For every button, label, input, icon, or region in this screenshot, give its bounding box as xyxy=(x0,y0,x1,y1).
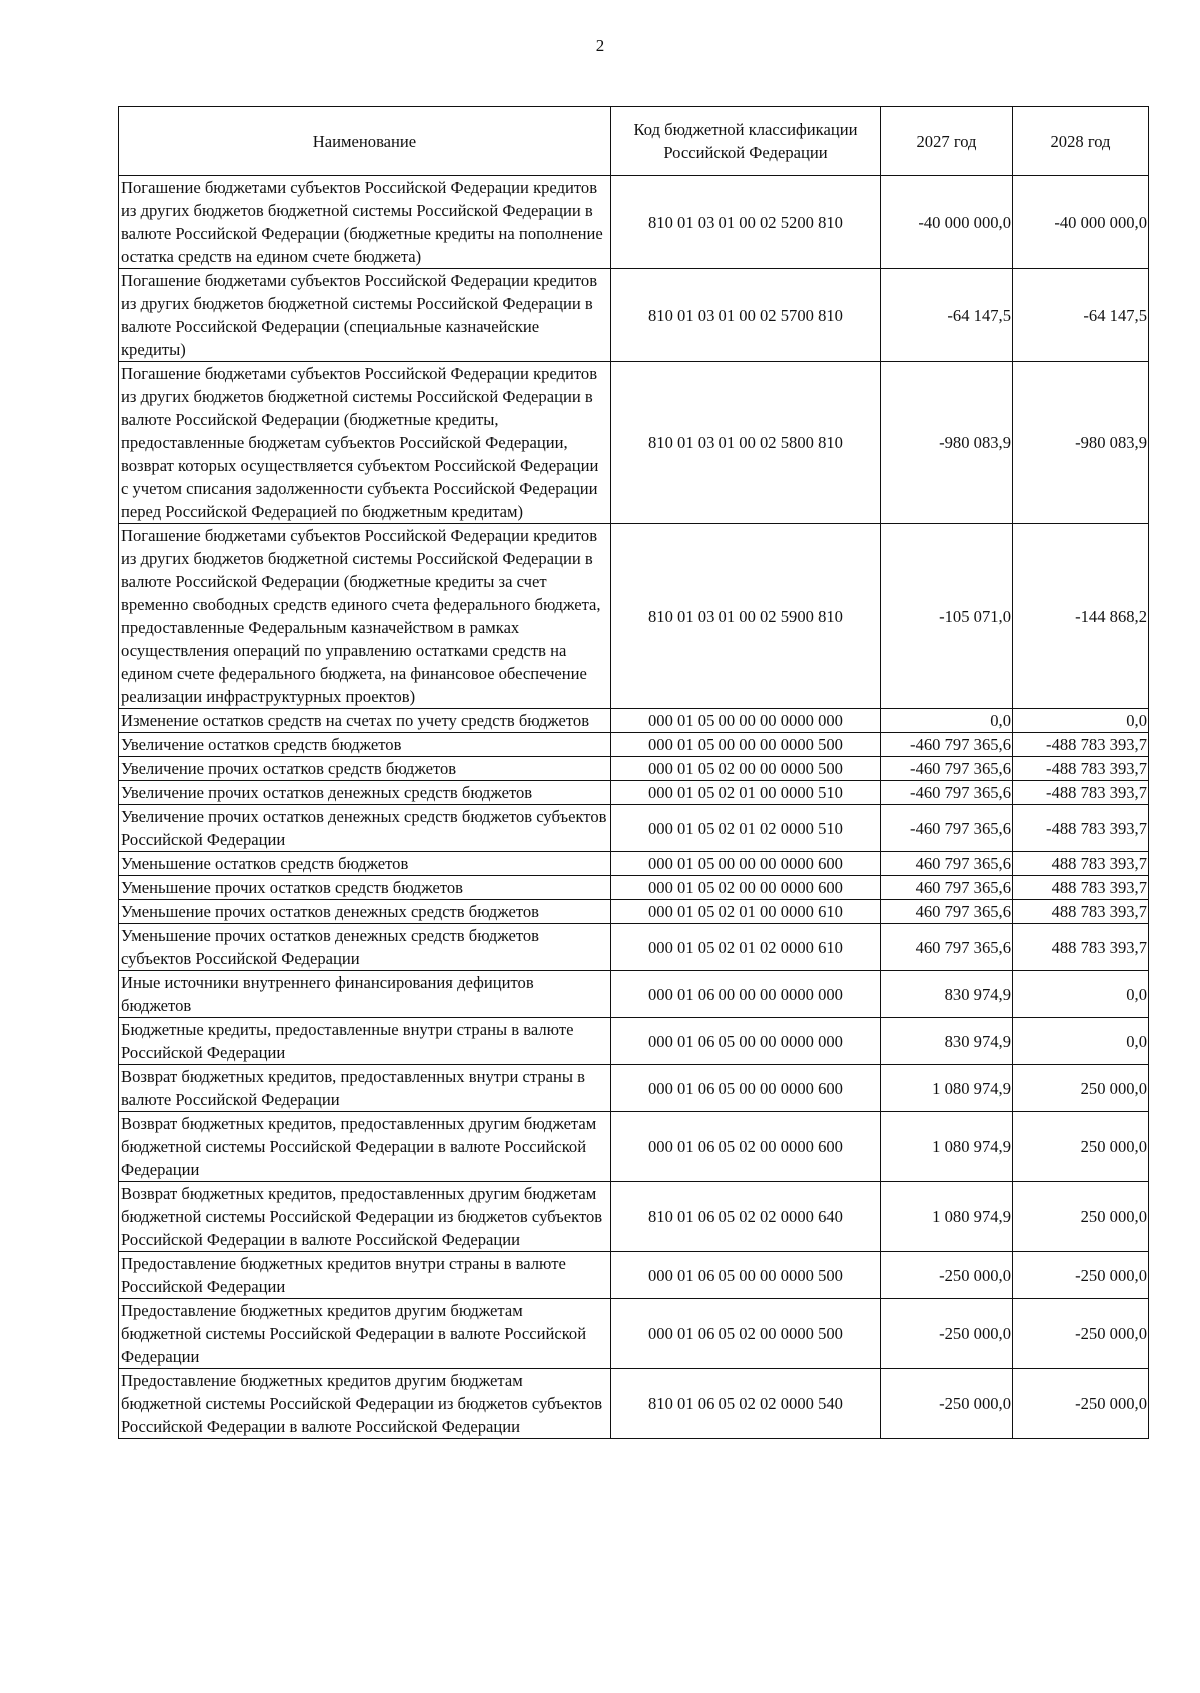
row-value-2028-cell: 250 000,0 xyxy=(1013,1065,1149,1112)
row-code-cell: 000 01 05 02 00 00 0000 600 xyxy=(611,876,881,900)
row-code-cell: 000 01 06 05 00 00 0000 000 xyxy=(611,1018,881,1065)
row-value-2028-cell: -250 000,0 xyxy=(1013,1252,1149,1299)
row-value-2027-cell: -64 147,5 xyxy=(881,269,1013,362)
row-code-cell: 810 01 06 05 02 02 0000 540 xyxy=(611,1369,881,1439)
row-name-cell: Возврат бюджетных кредитов, предоставленных внутри страны в валюте Российской Федерации xyxy=(119,1065,611,1112)
table-row xyxy=(119,757,1149,781)
table-row xyxy=(119,924,1149,971)
row-value-2027-cell: 1 080 974,9 xyxy=(881,1182,1013,1252)
page-number: 2 xyxy=(595,36,605,55)
row-value-2028-cell: -144 868,2 xyxy=(1013,524,1149,709)
header-name: Наименование xyxy=(119,107,611,176)
row-value-2027-cell: -250 000,0 xyxy=(881,1252,1013,1299)
table-row xyxy=(119,900,1149,924)
row-value-2027-cell: -460 797 365,6 xyxy=(881,733,1013,757)
row-name-cell: Предоставление бюджетных кредитов другим бюджетам бюджетной системы Российской Федерации из бюджетов субъектов Российской Федерации в валюте Российской Федерации xyxy=(119,1369,611,1439)
row-name-cell: Бюджетные кредиты, предоставленные внутри страны в валюте Российской Федерации xyxy=(119,1018,611,1065)
row-name-cell: Уменьшение остатков средств бюджетов xyxy=(119,852,611,876)
row-value-2028-cell: -250 000,0 xyxy=(1013,1299,1149,1369)
row-code-cell: 810 01 03 01 00 02 5800 810 xyxy=(611,362,881,524)
row-code-cell: 810 01 03 01 00 02 5200 810 xyxy=(611,176,881,269)
row-value-2028-cell: -488 783 393,7 xyxy=(1013,733,1149,757)
row-value-2027-cell: -460 797 365,6 xyxy=(881,805,1013,852)
row-value-2027-cell: -460 797 365,6 xyxy=(881,781,1013,805)
row-name-cell: Возврат бюджетных кредитов, предоставленных другим бюджетам бюджетной системы Российской Федерации из бюджетов субъектов Российской Федерации в валюте Российской Федерации xyxy=(119,1182,611,1252)
row-value-2028-cell: 0,0 xyxy=(1013,709,1149,733)
row-value-2028-cell: -40 000 000,0 xyxy=(1013,176,1149,269)
row-name-cell: Изменение остатков средств на счетах по учету средств бюджетов xyxy=(119,709,611,733)
row-value-2027-cell: 1 080 974,9 xyxy=(881,1065,1013,1112)
row-value-2028-cell: 0,0 xyxy=(1013,1018,1149,1065)
row-value-2027-cell: 830 974,9 xyxy=(881,1018,1013,1065)
row-code-cell: 000 01 05 02 01 02 0000 510 xyxy=(611,805,881,852)
row-value-2028-cell: 488 783 393,7 xyxy=(1013,900,1149,924)
table-row xyxy=(119,876,1149,900)
row-value-2027-cell: -980 083,9 xyxy=(881,362,1013,524)
budget-sources-table xyxy=(118,106,1149,1439)
table-row xyxy=(119,733,1149,757)
row-name-cell: Увеличение прочих остатков денежных средств бюджетов xyxy=(119,781,611,805)
row-value-2028-cell: 488 783 393,7 xyxy=(1013,852,1149,876)
header-year-2027: 2027 год xyxy=(881,107,1013,176)
row-code-cell: 000 01 05 02 01 00 0000 510 xyxy=(611,781,881,805)
row-code-cell: 000 01 05 00 00 00 0000 000 xyxy=(611,709,881,733)
table-row xyxy=(119,269,1149,362)
row-value-2028-cell: -488 783 393,7 xyxy=(1013,781,1149,805)
row-name-cell: Погашение бюджетами субъектов Российской Федерации кредитов из других бюджетов бюджетной системы Российской Федерации в валюте Российской Федерации (бюджетные кредиты, предоставленные бюджетам субъектов Российской Федерации, возврат которых осуществляется субъектом Российской Федерации с учетом списания задолженности субъекта Российской Федерации перед Российской Федерацией по бюджетным кредитам) xyxy=(119,362,611,524)
row-value-2027-cell: 1 080 974,9 xyxy=(881,1112,1013,1182)
row-value-2028-cell: -250 000,0 xyxy=(1013,1369,1149,1439)
row-value-2027-cell: 460 797 365,6 xyxy=(881,852,1013,876)
row-value-2027-cell: 460 797 365,6 xyxy=(881,876,1013,900)
row-value-2027-cell: -40 000 000,0 xyxy=(881,176,1013,269)
row-value-2028-cell: 488 783 393,7 xyxy=(1013,924,1149,971)
row-name-cell: Погашение бюджетами субъектов Российской Федерации кредитов из других бюджетов бюджетной системы Российской Федерации в валюте Российской Федерации (бюджетные кредиты за счет временно свободных средств единого счета федерального бюджета, предоставленные Федеральным казначейством в рамках осуществления операций по управлению остатками средств на едином счете федерального бюджета, на финансовое обеспечение реализации инфраструктурных проектов) xyxy=(119,524,611,709)
header-code: Код бюджетной классификации Российской Федерации xyxy=(611,107,881,176)
row-name-cell: Увеличение прочих остатков средств бюджетов xyxy=(119,757,611,781)
row-value-2028-cell: -980 083,9 xyxy=(1013,362,1149,524)
row-name-cell: Погашение бюджетами субъектов Российской Федерации кредитов из других бюджетов бюджетной системы Российской Федерации в валюте Российской Федерации (бюджетные кредиты на пополнение остатка средств на едином счете бюджета) xyxy=(119,176,611,269)
row-name-cell: Уменьшение прочих остатков денежных средств бюджетов xyxy=(119,900,611,924)
row-code-cell: 810 01 06 05 02 02 0000 640 xyxy=(611,1182,881,1252)
row-name-cell: Иные источники внутреннего финансирования дефицитов бюджетов xyxy=(119,971,611,1018)
row-value-2028-cell: 488 783 393,7 xyxy=(1013,876,1149,900)
row-value-2027-cell: 0,0 xyxy=(881,709,1013,733)
row-value-2028-cell: -64 147,5 xyxy=(1013,269,1149,362)
row-code-cell: 000 01 05 02 01 02 0000 610 xyxy=(611,924,881,971)
row-value-2027-cell: -460 797 365,6 xyxy=(881,757,1013,781)
row-code-cell: 000 01 06 05 02 00 0000 500 xyxy=(611,1299,881,1369)
row-code-cell: 000 01 06 05 00 00 0000 600 xyxy=(611,1065,881,1112)
table-row xyxy=(119,1018,1149,1065)
row-name-cell: Предоставление бюджетных кредитов другим бюджетам бюджетной системы Российской Федерации в валюте Российской Федерации xyxy=(119,1299,611,1369)
table-row xyxy=(119,1065,1149,1112)
table-row xyxy=(119,852,1149,876)
row-code-cell: 000 01 05 02 00 00 0000 500 xyxy=(611,757,881,781)
row-value-2028-cell: -488 783 393,7 xyxy=(1013,757,1149,781)
row-name-cell: Предоставление бюджетных кредитов внутри страны в валюте Российской Федерации xyxy=(119,1252,611,1299)
table-row xyxy=(119,971,1149,1018)
row-code-cell: 000 01 05 02 01 00 0000 610 xyxy=(611,900,881,924)
row-code-cell: 000 01 06 00 00 00 0000 000 xyxy=(611,971,881,1018)
row-value-2027-cell: 460 797 365,6 xyxy=(881,900,1013,924)
row-name-cell: Уменьшение прочих остатков средств бюджетов xyxy=(119,876,611,900)
row-value-2027-cell: -250 000,0 xyxy=(881,1299,1013,1369)
table-row xyxy=(119,1299,1149,1369)
table-row xyxy=(119,1182,1149,1252)
row-name-cell: Возврат бюджетных кредитов, предоставленных другим бюджетам бюджетной системы Российской Федерации в валюте Российской Федерации xyxy=(119,1112,611,1182)
row-code-cell: 000 01 05 00 00 00 0000 500 xyxy=(611,733,881,757)
row-value-2028-cell: 250 000,0 xyxy=(1013,1112,1149,1182)
table-body xyxy=(119,176,1149,1439)
row-name-cell: Уменьшение прочих остатков денежных средств бюджетов субъектов Российской Федерации xyxy=(119,924,611,971)
table-row xyxy=(119,1112,1149,1182)
row-value-2028-cell: 0,0 xyxy=(1013,971,1149,1018)
table-row xyxy=(119,524,1149,709)
table-row xyxy=(119,1369,1149,1439)
row-code-cell: 810 01 03 01 00 02 5700 810 xyxy=(611,269,881,362)
row-code-cell: 000 01 06 05 00 00 0000 500 xyxy=(611,1252,881,1299)
table-row xyxy=(119,176,1149,269)
row-code-cell: 000 01 06 05 02 00 0000 600 xyxy=(611,1112,881,1182)
header-year-2028: 2028 год xyxy=(1013,107,1149,176)
row-value-2027-cell: 830 974,9 xyxy=(881,971,1013,1018)
table-row xyxy=(119,805,1149,852)
table-row xyxy=(119,362,1149,524)
table-row xyxy=(119,709,1149,733)
row-value-2027-cell: -105 071,0 xyxy=(881,524,1013,709)
row-value-2027-cell: -250 000,0 xyxy=(881,1369,1013,1439)
row-value-2028-cell: 250 000,0 xyxy=(1013,1182,1149,1252)
table-row xyxy=(119,781,1149,805)
row-value-2028-cell: -488 783 393,7 xyxy=(1013,805,1149,852)
table-header-row xyxy=(119,107,1149,176)
row-code-cell: 000 01 05 00 00 00 0000 600 xyxy=(611,852,881,876)
row-name-cell: Погашение бюджетами субъектов Российской Федерации кредитов из других бюджетов бюджетной системы Российской Федерации в валюте Российской Федерации (специальные казначейские кредиты) xyxy=(119,269,611,362)
row-code-cell: 810 01 03 01 00 02 5900 810 xyxy=(611,524,881,709)
row-value-2027-cell: 460 797 365,6 xyxy=(881,924,1013,971)
row-name-cell: Увеличение остатков средств бюджетов xyxy=(119,733,611,757)
table-row xyxy=(119,1252,1149,1299)
row-name-cell: Увеличение прочих остатков денежных средств бюджетов субъектов Российской Федерации xyxy=(119,805,611,852)
